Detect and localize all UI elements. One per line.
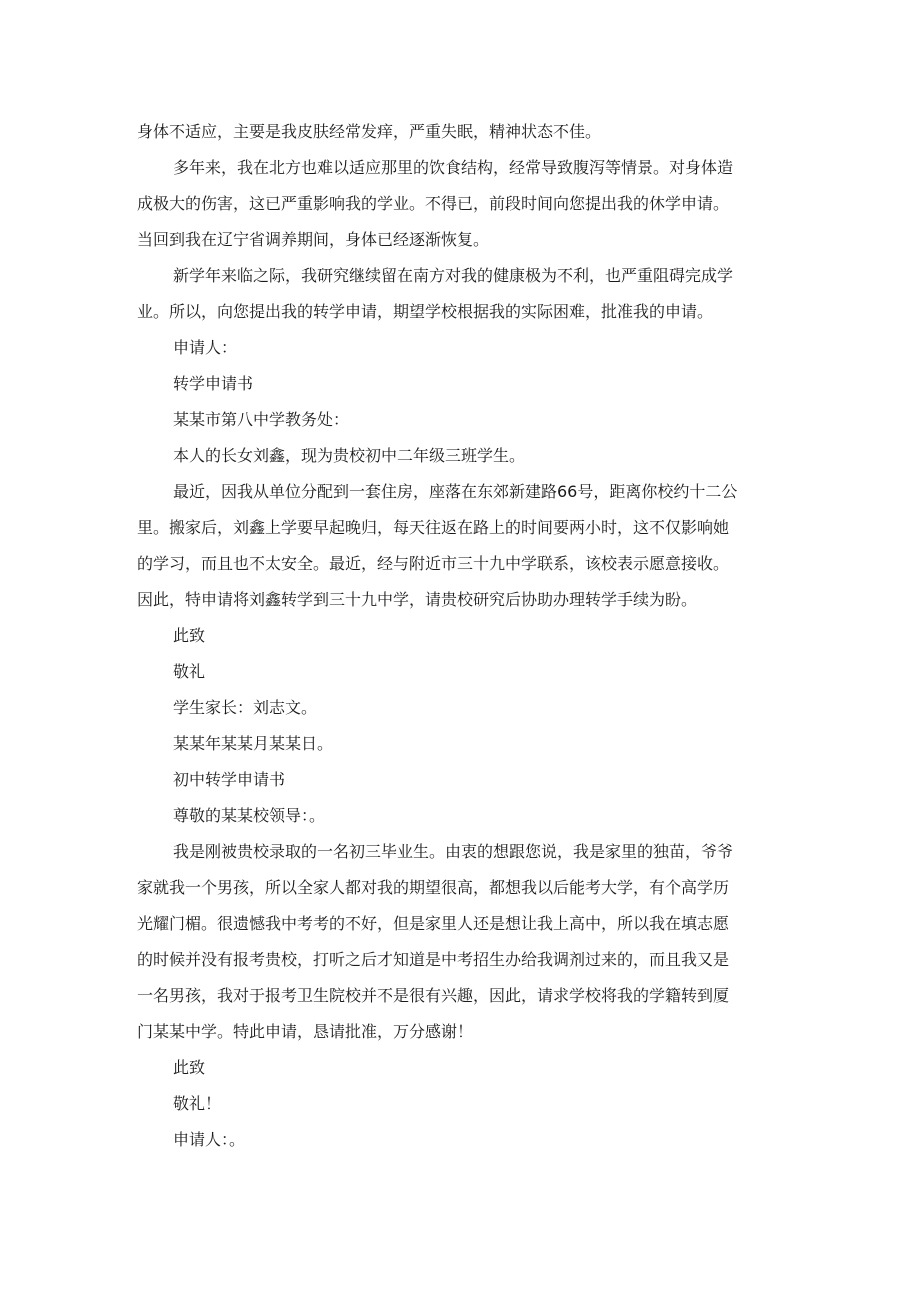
text-line: 里。搬家后，刘鑫上学要早起晚归，每天往返在路上的时间要两小时，这不仅影响她 [137, 518, 730, 537]
salutation: 某某市第八中学教务处： [173, 410, 350, 429]
paragraph-start: 最近，因我从单位分配到一套住房，座落在东郊新建路66号，距离你校约十二公 [173, 482, 738, 501]
applicant-label: 申请人：。 [173, 1130, 246, 1149]
salutation: 尊敬的某某校领导：。 [173, 806, 326, 825]
text-line: 身体不适应，主要是我皮肤经常发痒，严重失眠，精神状态不佳。 [137, 122, 602, 141]
document-body [137, 114, 780, 1158]
applicant-label: 申请人： [173, 338, 238, 357]
text-line: 成极大的伤害，这已严重影响我的学业。不得已，前段时间向您提出我的休学申请。 [137, 194, 730, 213]
text-line: 一名男孩，我对于报考卫生院校并不是很有兴趣，因此，请求学校将我的学籍转到厦 [137, 986, 730, 1005]
paragraph-start: 多年来，我在北方也难以适应那里的饮食结构，经常导致腹泻等情景。对身体造 [173, 158, 734, 177]
text-line: 门某某中学。特此申请，恳请批准，万分感谢！ [137, 1022, 474, 1041]
text-line: 当回到我在辽宁省调养期间，身体已经逐渐恢复。 [137, 230, 490, 249]
closing-line: 此致 [173, 626, 206, 645]
closing-line: 敬礼 [173, 662, 206, 681]
text-line: 光耀门楣。很遗憾我中考考的不好，但是家里人还是想让我上高中，所以我在填志愿 [137, 914, 730, 933]
text-line: 因此，特申请将刘鑫转学到三十九中学，请贵校研究后协助办理转学手续为盼。 [137, 590, 698, 609]
paragraph-start: 我是刚被贵校录取的一名初三毕业生。由衷的想跟您说，我是家里的独苗，爷爷 [173, 842, 734, 861]
closing-line: 此致 [173, 1058, 206, 1077]
section-title: 初中转学申请书 [173, 770, 286, 789]
text-line: 的学习，而且也不太安全。最近，经与附近市三十九中学联系，该校表示愿意接收。 [137, 554, 730, 573]
text-line: 业。所以，向您提出我的转学申请，期望学校根据我的实际困难，批准我的申请。 [137, 302, 714, 321]
section-title: 转学申请书 [173, 374, 254, 393]
text-line: 家就我一个男孩，所以全家人都对我的期望很高，都想我以后能考大学，有个高学历 [137, 878, 730, 897]
paragraph-start: 本人的长女刘鑫，现为贵校初中二年级三班学生。 [173, 446, 526, 465]
date-line: 某某年某某月某某日。 [173, 734, 334, 753]
closing-line: 敬礼！ [173, 1094, 222, 1113]
signature-line: 学生家长：刘志文。 [173, 698, 318, 717]
text-line: 的时候并没有报考贵校，打听之后才知道是中考招生办给我调剂过来的，而且我又是 [137, 950, 730, 969]
paragraph-start: 新学年来临之际，我研究继续留在南方对我的健康极为不利，也严重阻碍完成学 [173, 266, 734, 285]
